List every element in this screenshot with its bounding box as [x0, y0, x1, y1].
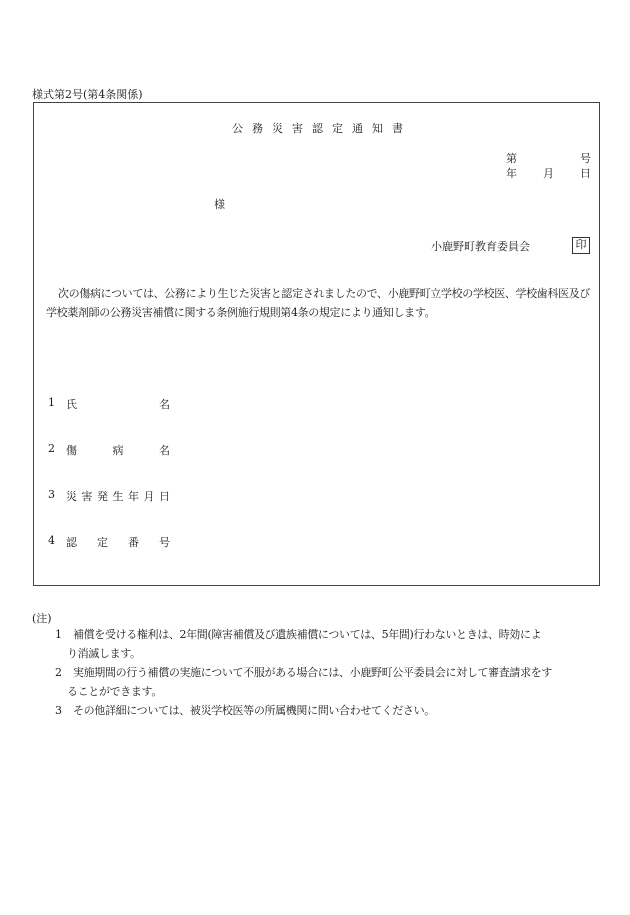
item-label: 傷 病 名: [66, 444, 170, 457]
item-number: 2: [48, 442, 55, 455]
notice-body-text: 次の傷病については、公務により生じた災害と認定されましたので、小鹿野町立学校の学校医、学校歯科医及び学校薬剤師の公務災害補償に関する条例施行規則第4条の規定により通知します。: [46, 287, 591, 319]
notice-frame: [33, 102, 600, 586]
number-suffix: 号: [580, 152, 591, 165]
note-text: 補償を受ける権利は、2年間(障害補償及び遺族補償については、5年間)行わないときは、時効によ: [73, 628, 542, 641]
item-number: 4: [48, 534, 55, 547]
seal-stamp: 印: [572, 237, 590, 254]
notes-heading: (注): [32, 612, 52, 625]
note-text-continued: ることができます。: [67, 685, 162, 698]
form-caption: 様式第2号(第4条関係): [32, 88, 143, 101]
issuer-name: 小鹿野町教育委員会: [431, 240, 530, 253]
note-item: [55, 663, 608, 701]
note-number: 1: [55, 628, 62, 641]
item-label: 氏 名: [66, 398, 170, 411]
date-month: 月: [543, 167, 554, 180]
document-title: 公務災害認定通知書: [232, 122, 412, 135]
item-number: 1: [48, 396, 55, 409]
number-prefix: 第: [506, 152, 517, 165]
note-number: 2: [55, 666, 62, 679]
date-day: 日: [580, 167, 591, 180]
item-number: 3: [48, 488, 55, 501]
note-text-continued: り消滅します。: [67, 647, 141, 660]
addressee-suffix: 様: [214, 198, 225, 211]
note-text: 実施期間の行う補償の実施について不服がある場合には、小鹿野町公平委員会に対して審査請求をす: [73, 666, 553, 679]
note-number: 3: [55, 704, 62, 717]
item-label: 認 定 番 号: [66, 536, 170, 549]
note-text: その他詳細については、被災学校医等の所属機関に問い合わせてください。: [73, 704, 435, 717]
date-year: 年: [506, 167, 517, 180]
note-item: [55, 701, 608, 720]
item-label: 災 害 発 生 年 月 日: [66, 490, 170, 503]
note-item: [55, 625, 608, 663]
